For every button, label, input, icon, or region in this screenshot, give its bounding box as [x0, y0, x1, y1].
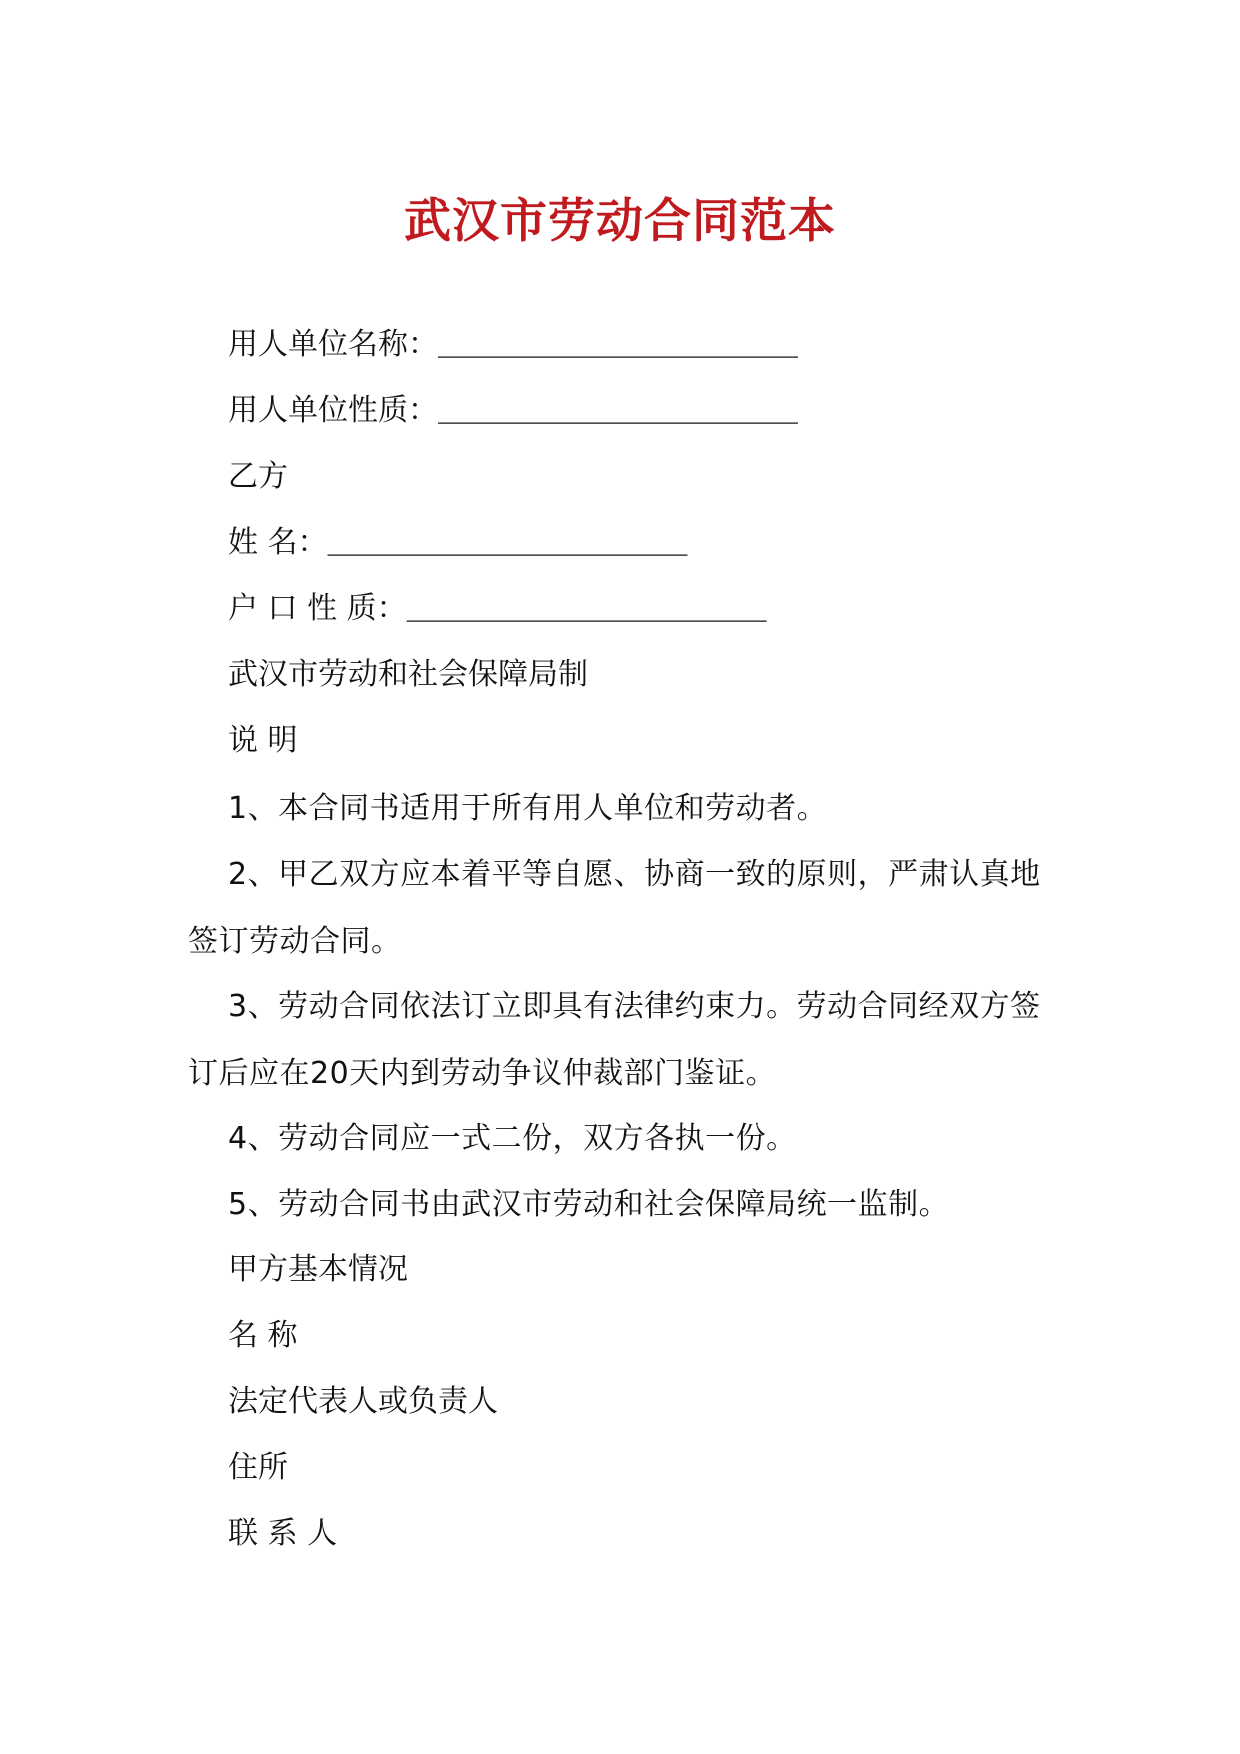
document-title: 武汉市劳动合同范本 [404, 194, 836, 249]
instruction-item-3: 3、劳动合同依法订立即具有法律约束力。劳动合同经双方签订后应在20天内到劳动争议仲裁部门鉴证。 [188, 989, 1041, 1091]
employer-nature-field: 用人单位性质：＿＿＿＿＿＿＿＿＿＿＿＿ [228, 393, 798, 428]
issuer-text: 武汉市劳动和社会保障局制 [228, 657, 588, 692]
instruction-item-1: 1、本合同书适用于所有用人单位和劳动者。 [228, 791, 828, 826]
household-type-field: 户 口 性 质：＿＿＿＿＿＿＿＿＿＿＿＿ [228, 591, 767, 626]
name-field: 姓 名：＿＿＿＿＿＿＿＿＿＿＿＿ [228, 525, 688, 560]
party-a-contact-label: 联 系 人 [228, 1516, 338, 1551]
instruction-item-4: 4、劳动合同应一式二份，双方各执一份。 [228, 1121, 797, 1156]
instructions-heading: 说 明 [228, 723, 298, 758]
party-a-heading: 甲方基本情况 [228, 1252, 408, 1287]
employer-name-field: 用人单位名称：＿＿＿＿＿＿＿＿＿＿＿＿ [228, 327, 798, 362]
party-a-address-label: 住所 [228, 1450, 288, 1485]
party-b-label: 乙方 [228, 459, 288, 494]
instruction-item-5: 5、劳动合同书由武汉市劳动和社会保障局统一监制。 [228, 1187, 950, 1222]
party-a-name-label: 名 称 [228, 1318, 298, 1353]
instruction-item-2: 2、甲乙双方应本着平等自愿、协商一致的原则，严肃认真地签订劳动合同。 [188, 857, 1041, 959]
party-a-representative-label: 法定代表人或负责人 [228, 1384, 498, 1419]
